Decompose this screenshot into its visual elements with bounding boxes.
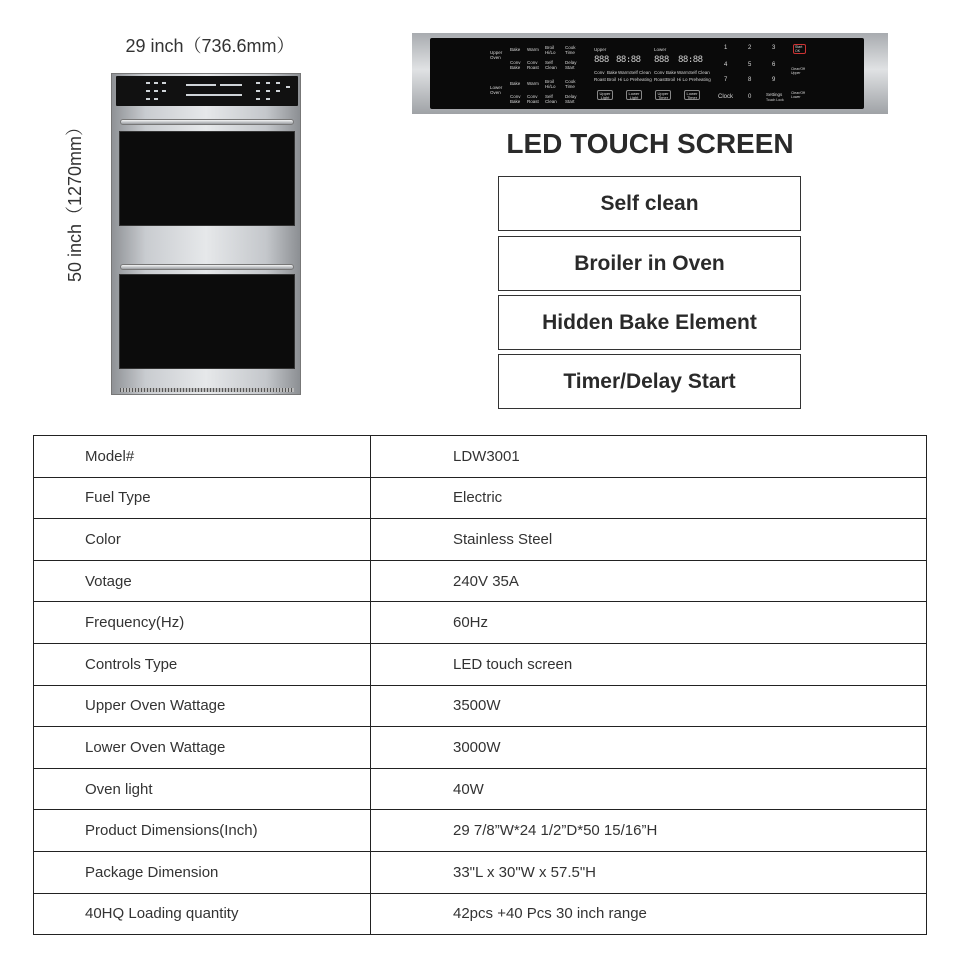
- spec-label: Product Dimensions(Inch): [34, 810, 371, 852]
- upper-warm-key: Warm: [527, 47, 539, 52]
- table-row: [34, 810, 927, 852]
- width-dimension-label: 29 inch（736.6mm）: [125, 36, 295, 56]
- display-mode-hilo-2: Hi Lo: [677, 77, 688, 82]
- keypad-touch-lock: Touch Lock: [766, 98, 784, 102]
- display-mode-preheating-1: Preheating: [630, 77, 652, 82]
- display-lower-tag: Lower: [654, 47, 667, 52]
- spec-value: 3000W: [371, 727, 927, 769]
- display-mode-roast-1: Roast: [594, 77, 606, 82]
- spec-label: Package Dimension: [34, 851, 371, 893]
- bottom-vent: [120, 388, 294, 392]
- upper-bake-key: Bake: [510, 47, 521, 52]
- keypad-5: 5: [748, 62, 752, 68]
- spec-value: 40W: [371, 768, 927, 810]
- upper-timer-key: Upper Timer: [655, 90, 671, 100]
- table-row: [34, 685, 927, 727]
- feature-hidden-bake-element: Hidden Bake Element: [498, 295, 801, 350]
- spec-label: 40HQ Loading quantity: [34, 893, 371, 935]
- display-upper-time: 88:88: [616, 55, 641, 65]
- feature-timer-delay-start: Timer/Delay Start: [498, 354, 801, 409]
- upper-oven-window: [119, 131, 295, 226]
- table-row: [34, 560, 927, 602]
- upper-delaystart-key: Delay Start: [565, 60, 577, 70]
- clear-off-upper-key: Clear/Off Upper: [791, 67, 805, 75]
- display-lower-temp: 888: [654, 55, 669, 65]
- display-mode-conv-2: Conv: [654, 70, 665, 75]
- height-dimension-label: 50 inch（1270mm）: [65, 117, 85, 283]
- clear-off-lower-key: Clear/Off Lower: [791, 91, 805, 99]
- keypad-9: 9: [772, 77, 776, 83]
- start-key: Start OK: [795, 45, 803, 53]
- spec-value: 3500W: [371, 685, 927, 727]
- upper-convbake-key: Conv Bake: [510, 60, 521, 70]
- lower-door-handle: [120, 264, 294, 270]
- lower-convbake-key: Conv Bake: [510, 94, 521, 104]
- lower-oven-label: Lower Oven: [490, 85, 503, 95]
- upper-oven-label: Upper Oven: [490, 50, 503, 60]
- spec-value: 29 7/8”W*24 1/2”D*50 15/16”H: [371, 810, 927, 852]
- lower-bake-key: Bake: [510, 81, 521, 86]
- keypad-4: 4: [724, 62, 728, 68]
- display-mode-preheating-2: Preheating: [689, 77, 711, 82]
- table-row: [34, 768, 927, 810]
- spec-label: Upper Oven Wattage: [34, 685, 371, 727]
- display-lower-time: 88:88: [678, 55, 703, 65]
- spec-label: Oven light: [34, 768, 371, 810]
- upper-broil-key: Broil Hi/Lo: [545, 45, 556, 55]
- spec-label: Fuel Type: [34, 477, 371, 519]
- keypad-1: 1: [724, 45, 728, 51]
- display-mode-selfclean-1: Self Clean: [630, 70, 651, 75]
- display-mode-hilo-1: Hi Lo: [618, 77, 629, 82]
- spec-value: 42pcs +40 Pcs 30 inch range: [371, 893, 927, 935]
- spec-value: 240V 35A: [371, 560, 927, 602]
- spec-label: Color: [34, 519, 371, 561]
- keypad-3: 3: [772, 45, 776, 51]
- upper-light-key: Upper Light: [597, 90, 613, 100]
- lower-convroast-key: Conv Roast: [527, 94, 539, 104]
- display-mode-warm-2: Warm: [677, 70, 689, 75]
- table-row: [34, 643, 927, 685]
- table-row: [34, 851, 927, 893]
- keypad-7: 7: [724, 77, 728, 83]
- control-panel-image: [412, 33, 888, 114]
- table-row: [34, 477, 927, 519]
- keypad-8: 8: [748, 77, 752, 83]
- display-mode-broil-1: Broil: [607, 77, 617, 82]
- spec-value: LDW3001: [371, 436, 927, 478]
- upper-door-handle: [120, 119, 294, 125]
- display-mode-roast-2: Roast: [654, 77, 666, 82]
- table-row: [34, 436, 927, 478]
- table-row: [34, 727, 927, 769]
- control-panel-glass: [430, 38, 864, 109]
- spec-value: Stainless Steel: [371, 519, 927, 561]
- table-row: [34, 602, 927, 644]
- spec-value: 60Hz: [371, 602, 927, 644]
- double-wall-oven-image: [111, 73, 301, 395]
- spec-value: LED touch screen: [371, 643, 927, 685]
- table-row: [34, 893, 927, 935]
- display-mode-bake-2: Bake: [666, 70, 677, 75]
- led-touch-screen-heading: LED TOUCH SCREEN: [506, 128, 794, 159]
- keypad-0: 0: [748, 94, 752, 100]
- upper-cooktime-key: Cook Time: [565, 45, 576, 55]
- lower-timer-key: Lower Timer: [684, 90, 700, 100]
- spec-label: Frequency(Hz): [34, 602, 371, 644]
- spec-value: Electric: [371, 477, 927, 519]
- display-mode-broil-2: Broil: [666, 77, 676, 82]
- lower-light-key: Lower Light: [626, 90, 642, 100]
- spec-label: Model#: [34, 436, 371, 478]
- feature-self-clean: Self clean: [498, 176, 801, 231]
- upper-convroast-key: Conv Roast: [527, 60, 539, 70]
- display-mode-selfclean-2: Self Clean: [689, 70, 710, 75]
- lower-selfclean-key: Self Clean: [545, 94, 557, 104]
- lower-oven-window: [119, 274, 295, 369]
- display-mode-warm-1: Warm: [618, 70, 630, 75]
- lower-warm-key: Warm: [527, 81, 539, 86]
- feature-broiler-in-oven: Broiler in Oven: [498, 236, 801, 291]
- display-upper-tag: Upper: [594, 47, 607, 52]
- lower-cooktime-key: Cook Time: [565, 79, 576, 89]
- lower-broil-key: Broil Hi/Lo: [545, 79, 556, 89]
- table-row: [34, 519, 927, 561]
- display-mode-conv-1: Conv: [594, 70, 605, 75]
- keypad-6: 6: [772, 62, 776, 68]
- spec-label: Controls Type: [34, 643, 371, 685]
- spec-value: 33"L x 30"W x 57.5"H: [371, 851, 927, 893]
- display-mode-bake-1: Bake: [607, 70, 618, 75]
- keypad-2: 2: [748, 45, 752, 51]
- spec-table: [33, 435, 927, 935]
- keypad-settings: Settings: [766, 92, 783, 97]
- lower-delaystart-key: Delay Start: [565, 94, 577, 104]
- spec-label: Votage: [34, 560, 371, 602]
- upper-selfclean-key: Self Clean: [545, 60, 557, 70]
- keypad-clock: Clock: [718, 94, 734, 100]
- oven-control-strip: [116, 76, 298, 106]
- spec-label: Lower Oven Wattage: [34, 727, 371, 769]
- display-upper-temp: 888: [594, 55, 609, 65]
